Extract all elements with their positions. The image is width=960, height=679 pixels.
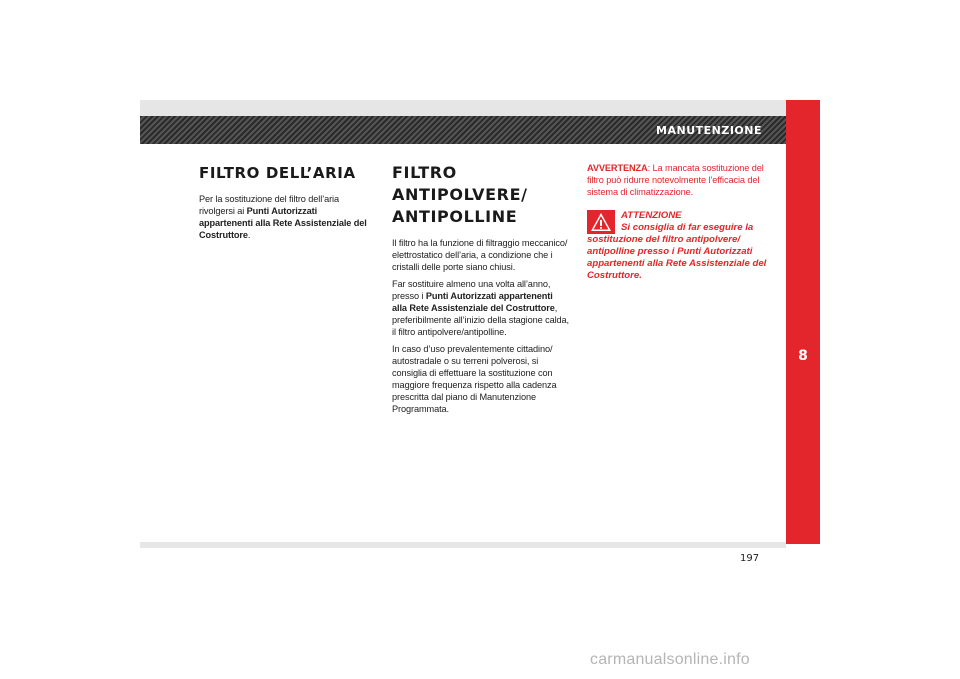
avvertenza-note: AVVERTENZA: La mancata sostituzione del filtro può ridurre notevolmente l’efficacia del sistema di climatizzazione. (587, 163, 764, 197)
pollen-filter-paragraph-2: Far sostituire almeno una volta all’anno, presso i Punti Autorizzati appartenenti alla Rete Assistenziale del Costruttore, preferibilmente all’inizio della stagione calda, il filtro antipolvere/antipolline. (392, 279, 570, 337)
column-air-filter (199, 162, 369, 246)
heading-air-filter: FILTRO DELL’ARIA (199, 164, 356, 182)
section-header-bar (140, 116, 786, 144)
warning-box (587, 210, 772, 282)
warning-title: ATTENZIONE (621, 210, 682, 221)
warning-text: sostituzione del filtro antipolvere/ antipolline presso i Punti Autorizzati appartenenti alla Rete Assistenziale del Costruttore. (587, 234, 767, 281)
air-filter-paragraph: Per la sostituzione del filtro dell’aria rivolgersi ai Punti Autorizzati appartenenti alla Rete Assistenziale del Costruttore. (199, 194, 367, 240)
column-pollen-filter (392, 162, 570, 420)
chapter-number: 8 (798, 348, 808, 364)
heading-pollen-filter: FILTRO ANTIPOLVERE/ ANTIPOLLINE (392, 163, 528, 226)
page-number: 197 (740, 553, 760, 564)
pollen-filter-paragraph-1: Il filtro ha la funzione di filtraggio meccanico/ elettrostatico dell’aria, a condizione che i cristalli delle porte siano chiusi. (392, 238, 568, 272)
top-band (140, 100, 786, 116)
pollen-filter-paragraph-3: In caso d’uso prevalentemente cittadino/ autostradale o su terreni polverosi, si consiglia di effettuare la sostituzione con maggiore frequenza rispetto alla cadenza prescritta dal piano di Manutenzione Programmata. (392, 344, 557, 414)
column-notes (587, 162, 772, 282)
watermark: carmanualsonline.info (590, 651, 750, 668)
chapter-tab (786, 100, 820, 544)
warning-triangle-icon (587, 210, 615, 234)
bottom-band (140, 542, 786, 548)
section-title: MANUTENZIONE (656, 124, 762, 137)
warning-text-line1: Si consiglia di far eseguire la (621, 222, 754, 233)
